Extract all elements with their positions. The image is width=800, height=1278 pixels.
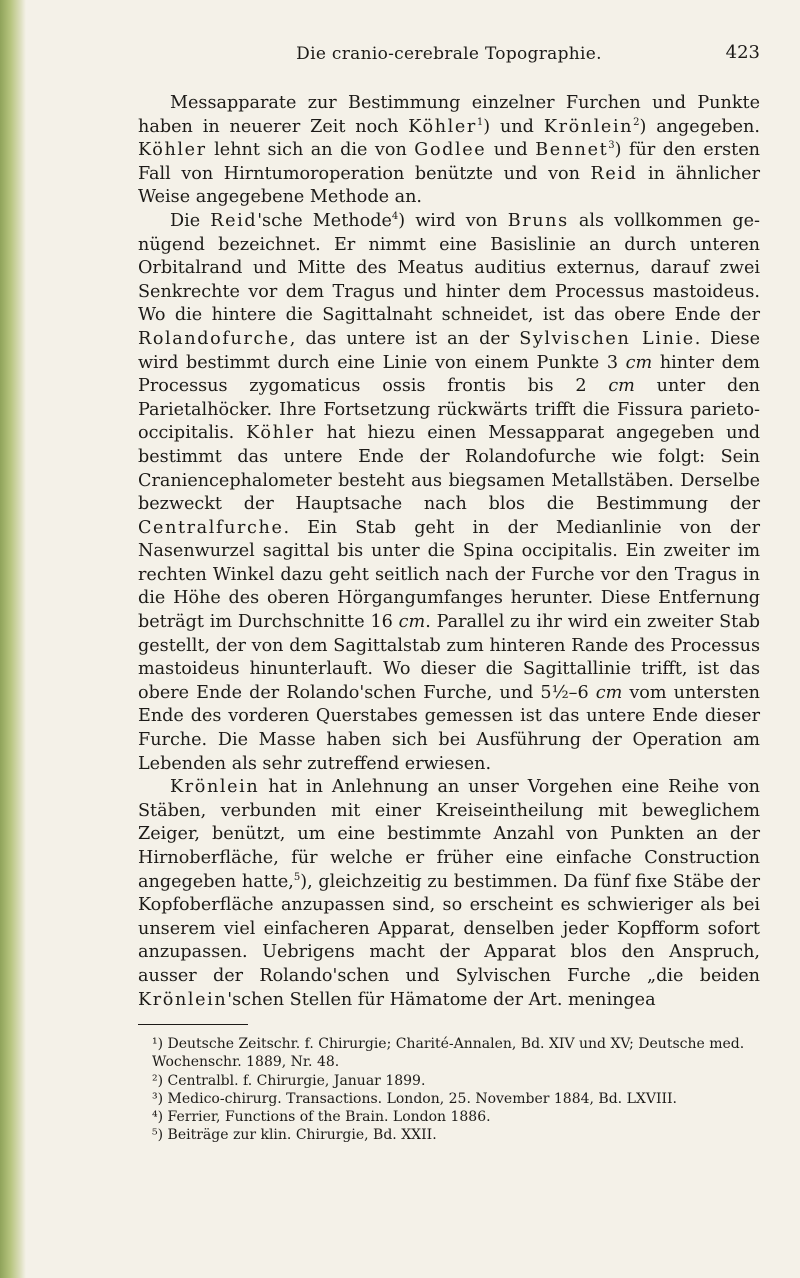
author-name: Krönlein — [543, 116, 634, 137]
text-run: in ähnlicher Weise angegebene Methode an. — [138, 163, 760, 208]
text-run: . Ein Stab geht in der Medianlinie von der Nasenwurzel sagittal bis unter die Spina occipitalis. Ein zweiter im rechten Winkel dazu geht seitlich nach der Furche vor den Tragus in die Höhe des oberen Hörgangumfanges herunter. Diese Entfernung beträgt im Durchschnitte 16 — [138, 517, 760, 633]
text-run: hinter dem Processus zygomaticus ossis frontis bis 2 — [138, 352, 760, 397]
text-run: vom untersten Ende des vorderen Querstabes gemessen ist das untere Ende dieser Furche. Die Masse haben sich bei Ausführung der Operation am Lebenden als sehr zutreffend erwiesen. — [138, 682, 761, 774]
author-name: Centralfurche — [138, 517, 284, 538]
text-run: ), gleichzeitig zu bestimmen. Da fünf fixe Stäbe der Kopfoberfläche anzupassen sind, so erscheint es schwieriger als bei unserem viel einfacheren Apparat, denselben jeder Kopfform sofort anzupassen. Uebrigens macht der Apparat blos den Anspruch, ausser der Rolando'schen und Sylvischen Furche „die beiden — [138, 871, 760, 986]
paragraph-3 — [138, 776, 760, 1012]
footnote-ref[interactable]: 3 — [608, 140, 615, 152]
running-title: Die cranio-cerebrale Topographie. — [296, 44, 602, 64]
text-run: ) angegeben. — [639, 116, 760, 137]
body-text — [138, 92, 760, 1012]
footnote-1: ¹) Deutsche Zeitschr. f. Chirurgie; Charité-Annalen, Bd. XIV und XV; Deutsche med. Wochenschr. 1889, Nr. 48. — [152, 1036, 745, 1071]
text-run: . Diese wird bestimmt durch eine Linie von einem Punkte 3 — [138, 328, 760, 373]
author-name: Krönlein — [138, 989, 228, 1010]
text-run: unter den Parietalhöcker. Ihre Fortsetzung rückwärts trifft die Fissura parieto-occipitalis. — [138, 376, 760, 444]
author-name: Reid — [590, 163, 638, 184]
footnotes — [138, 1035, 760, 1144]
text-run: hat in Anlehnung an unser Vorgehen eine Reihe von Stäben, verbunden mit einer Kreiseintheilung mit beweglichem Zeiger, benützt, um eine bestimmte Anzahl von Punkten an der Hirnoberfläche, für welche er früher eine einfache Construction angegeben hatte, — [138, 777, 760, 892]
text-run: 'sche Methode — [257, 210, 392, 231]
footnote-ref[interactable]: 2 — [633, 116, 640, 128]
footnote-ref[interactable]: 5 — [293, 871, 301, 883]
footnote-5: ⁵) Beiträge zur klin. Chirurgie, Bd. XXII. — [152, 1127, 437, 1144]
author-name: Köhler — [246, 423, 315, 444]
footnote-rule — [138, 1024, 248, 1025]
text-run: ) wird von — [398, 210, 508, 231]
author-name: Bruns — [507, 210, 569, 231]
page-number: 423 — [725, 42, 760, 63]
author-name: Bennet — [535, 140, 609, 161]
text-run: Die — [170, 210, 211, 231]
author-name: Sylvischen Linie — [519, 328, 695, 349]
text-run: und — [486, 140, 536, 161]
text-run: ) und — [483, 116, 544, 137]
text-run: Messapparate zur Bestimmung einzelner Furchen und Punkte haben in neuerer Zeit noch — [138, 93, 760, 137]
book-binding-edge — [0, 0, 26, 1278]
text-run: , das untere ist an der — [289, 328, 520, 349]
text-run: cm — [608, 376, 635, 397]
text-run: cm — [625, 352, 653, 373]
author-name: Köhler — [408, 116, 477, 137]
author-name: Krönlein — [170, 777, 260, 798]
text-run: ) für den ersten Fall von Hirntumoroperation benützte und von — [138, 140, 760, 184]
document-page — [138, 40, 760, 1144]
paragraph-2 — [138, 210, 760, 776]
paragraph-1 — [138, 92, 760, 210]
author-name: Godlee — [414, 140, 487, 161]
author-name: Köhler — [138, 140, 207, 161]
text-run: lehnt sich an die von — [206, 140, 415, 161]
text-run: cm — [595, 682, 623, 703]
footnote-ref[interactable]: 4 — [391, 210, 399, 222]
running-header — [138, 40, 760, 70]
text-run: als vollkommen genügend bezeichnet. Er nimmt eine Basislinie an durch unteren Orbitalrand und Mitte des Meatus auditius externus, darauf zwei Senkrechte vor dem Tragus und hinter dem Processus mastoideus. Wo die hintere die Sagittalnaht schneidet, ist das obere Ende der — [138, 210, 760, 326]
footnote-2: ²) Centralbl. f. Chirurgie, Januar 1899. — [152, 1072, 426, 1089]
footnote-ref[interactable]: 1 — [476, 116, 484, 128]
text-run: cm — [398, 612, 426, 633]
author-name: Reid — [210, 210, 258, 231]
text-run: hat hiezu einen Messapparat angegeben und bestimmt das untere Ende der Rolandofurche wie folgt: Sein Craniencephalometer besteht aus biegsamen Metallstäben. Derselbe bezweckt der Hauptsache nach blos die Bestimmung der — [138, 423, 761, 515]
footnote-3: ³) Medico-chirurg. Transactions. London, 25. November 1884, Bd. LXVIII. — [152, 1090, 677, 1107]
author-name: Rolandofurche — [138, 328, 290, 349]
text-run: . Parallel zu ihr wird ein zweiter Stab gestellt, der von dem Sagittalstab zum hinteren Rande des Processus mastoideus hinunterlauft. Wo dieser die Sagittallinie trifft, ist das obere Ende der Rolando'schen Furche, und 5½–6 — [138, 612, 760, 703]
footnote-4: ⁴) Ferrier, Functions of the Brain. London 1886. — [152, 1108, 491, 1125]
text-run: 'schen Stellen für Hämatome der Art. meningea — [227, 989, 656, 1010]
